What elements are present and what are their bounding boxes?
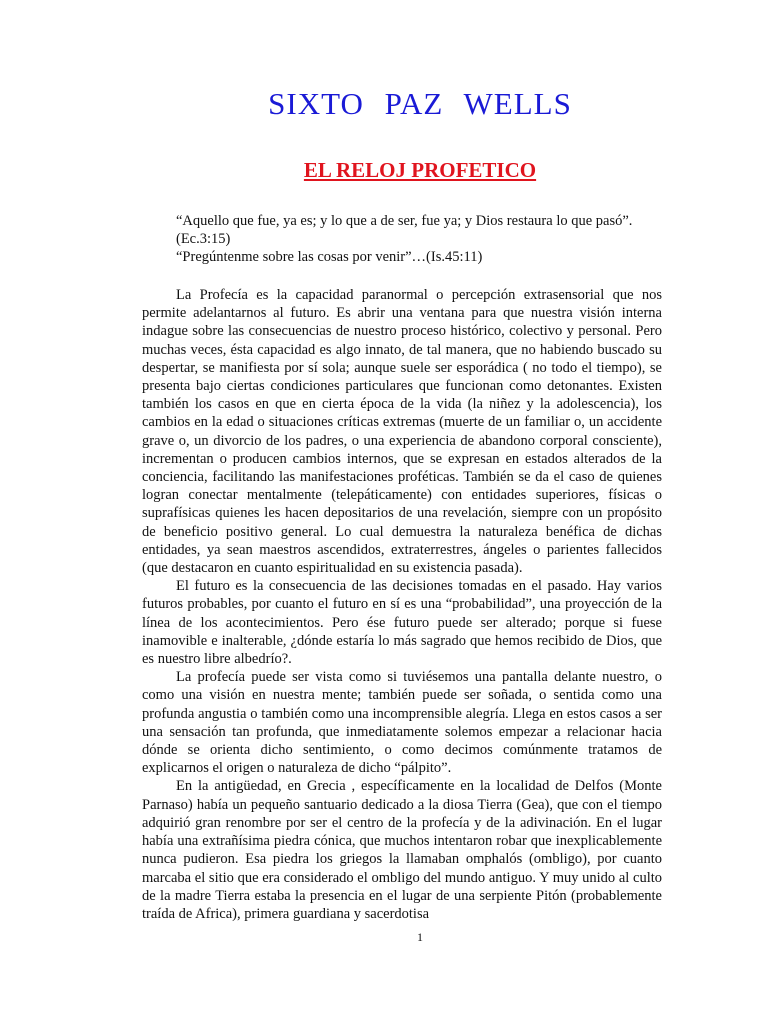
- epigraph-block: [176, 212, 686, 266]
- paragraph-3: La profecía puede ser vista como si tuviésemos una pantalla delante nuestro, o como una visión en nuestra mente; también puede ser soñada, o sentida como una profunda angustia o también como una incomprensible alegría. Llega en estos casos a ser una sensación tan profunda, que inmediatamente solemos empezar a relacionar hacia dónde se orienta dicho sentimiento, o como decimos comúnmente tratamos de explicarnos el origen o naturaleza de dicho “pálpito”.: [142, 669, 662, 777]
- epigraph-1: “Aquello que fue, ya es; y lo que a de ser, fue ya; y Dios restaura lo que pasó”. (Ec.3:15): [176, 213, 633, 247]
- paragraph-2: El futuro es la consecuencia de las decisiones tomadas en el pasado. Hay varios futuros probables, por cuanto el futuro en sí es una “probabilidad”, una proyección de la línea de los acontecimientos. Pero ése futuro puede ser alterado; porque si fuese inamovible e inalterable, ¿dónde estaría lo más sagrado que hemos recibido de Dios, que es nuestro libre albedrío?.: [142, 578, 662, 668]
- epigraph-2: “Pregúntenme sobre las cosas por venir”…(Is.45:11): [176, 249, 483, 265]
- author-heading: SIXTO PAZ WELLS: [268, 86, 572, 121]
- paragraph-1: La Profecía es la capacidad paranormal o percepción extrasensorial que nos permite adelantarnos al futuro. Es abrir una ventana para que nuestra visión interna indague sobre las consecuencias de nuestro proceso histórico, colectivo y personal. Pero muchas veces, ésta capacidad es algo innato, de tal manera, que no habiendo buscado su despertar, se manifiesta por sí sola; aunque suele ser esporádica ( no todo el tiempo), se presenta bajo ciertas condiciones particulares que funcionan como detonantes. Existen también los casos en que en cierta época de la vida (la niñez y la adolescencia), los cambios en la edad o situaciones críticas extremas (muerte de un familiar o, un accidente grave o, un divorcio de los padres, o una experiencia de abandono corporal consciente), incrementan o producen cambios internos, que se expresan en estados alterados de la conciencia, facilitando las manifestaciones proféticas. También se da el caso de quienes logran conectar mentalmente (telepáticamente) con entidades superiores, físicas o suprafísicas quienes les hacen depositarios de una revelación, siempre con un propósito de beneficio positivo general. Lo cual demuestra la naturaleza benéfica de dichas entidades, ya sean maestros ascendidos, extraterrestres, ángeles o parientes fallecidos (que destacaron en cuanto espiritualidad en su existencia pasada).: [142, 287, 662, 577]
- page-number: 1: [417, 930, 423, 944]
- document-title: EL RELOJ PROFETICO: [303, 158, 537, 182]
- body-text: [142, 286, 662, 923]
- paragraph-4: En la antigüedad, en Grecia , específicamente en la localidad de Delfos (Monte Parnaso) había un pequeño santuario dedicado a la diosa Tierra (Gea), que con el tiempo adquirió gran renombre por ser el centro de la profecía y de la adivinación. En el lugar había una extrañísima piedra cónica, que muchos intentaron robar que inexplicablemente nunca pudieron. Esa piedra los griegos la llamaban omphalós (ombligo), por cuanto marcaba el sitio que era considerado el ombligo del mundo antiguo. Y muy unido al culto de la madre Tierra estaba la presencia en el lugar de una serpiente Pitón (probablemente traída de Africa), primera guardiana y sacerdotisa: [142, 778, 662, 922]
